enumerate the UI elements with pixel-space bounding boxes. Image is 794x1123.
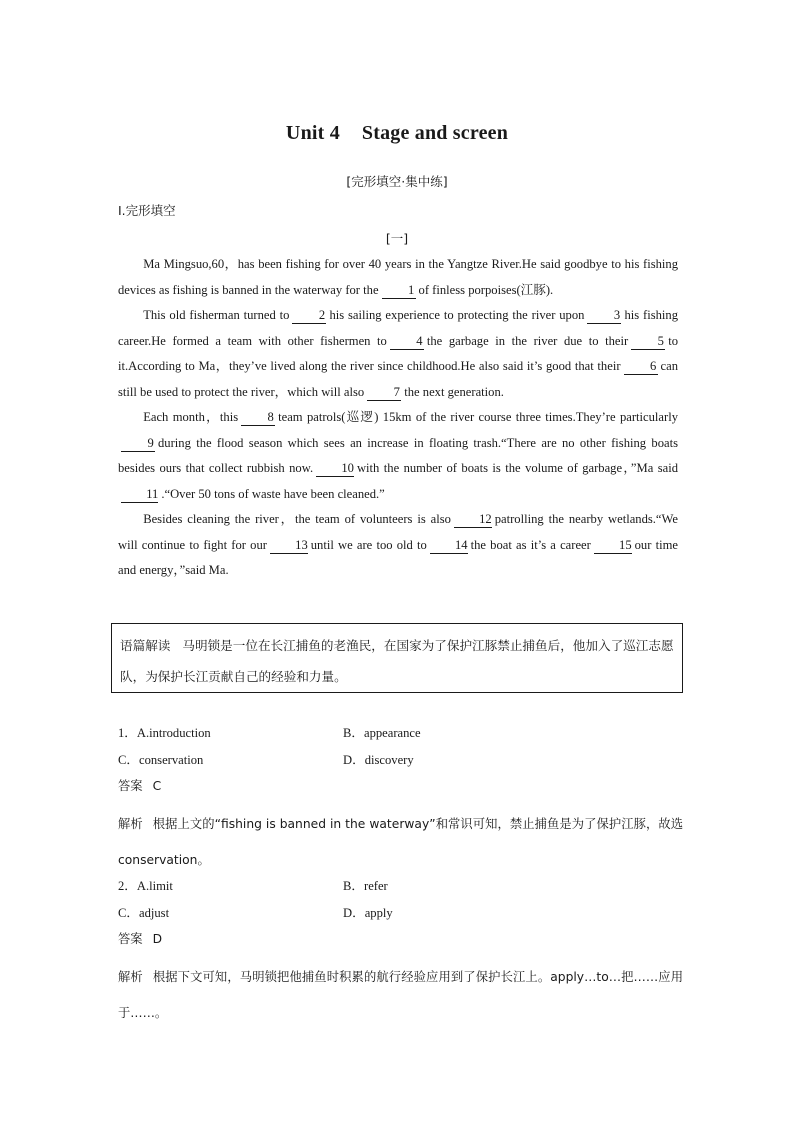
answer-value: D — [152, 932, 163, 946]
option-row — [118, 722, 683, 749]
option-b: B．appearance — [343, 726, 421, 740]
paragraph-3: Each month，this 8 team patrols(巡逻) 15km of the river course three times.They’re particularly9 during the flood season which sees an increase in floating trash.“There are no other fishing boats besides ours that collect rubbish now. 10 with the number of boats is the volume of garbage，”Ma said11 .“Over 50 tons of waste have been cleaned.” — [118, 410, 678, 501]
unit-number: Unit 4 — [285, 122, 340, 144]
blank-5: 5 — [631, 334, 665, 350]
answer-line — [118, 929, 683, 959]
blank-13: 13 — [270, 538, 308, 554]
cloze-passage — [118, 252, 678, 584]
explanation-label: 解析 — [118, 817, 143, 831]
unit-name: Stage and screen — [361, 122, 509, 144]
option-row — [118, 902, 683, 929]
option-d: D．apply — [343, 906, 393, 920]
explanation-label: 解析 — [118, 970, 143, 984]
exercise-type-label: [完形填空·集中练] — [346, 174, 448, 189]
blank-11: 11 — [121, 487, 158, 503]
blank-2: 2 — [292, 308, 326, 324]
blank-3: 3 — [587, 308, 621, 324]
answer-line — [118, 776, 683, 806]
paragraph-1: Ma Mingsuo,60，has been fishing for over 40 years in the Yangtze River.He said goodbye to his fishing devices as fishing is banned in the waterway for the 1 of finless porpoises(江豚). — [118, 257, 678, 297]
option-d: D．discovery — [343, 753, 414, 767]
option-b: B．refer — [343, 879, 388, 893]
option-row — [118, 875, 683, 902]
explanation — [118, 959, 683, 1031]
option-c: C．adjust — [118, 906, 170, 920]
blank-12: 12 — [454, 512, 492, 528]
blank-6: 6 — [624, 359, 658, 375]
question-2 — [118, 875, 683, 1031]
paragraph-4: Besides cleaning the river，the team of volunteers is also 12 patrolling the nearby wetlands.“We will continue to fight for our 13 until we are too old to 14 the boat as it’s a career 15 our time and energy，”said Ma. — [118, 512, 678, 577]
blank-8: 8 — [241, 410, 275, 426]
answer-label: 答案 — [118, 932, 143, 946]
blank-14: 14 — [430, 538, 468, 554]
blank-4: 4 — [390, 334, 424, 350]
passage-summary-box — [111, 623, 683, 693]
option-a: 2．A.limit — [118, 879, 173, 893]
explanation-text: 根据下文可知，马明锁把他捕鱼时积累的航行经验应用到了保护长江上。apply…to…把……应用于……。 — [118, 970, 683, 1020]
blank-7: 7 — [367, 385, 401, 401]
passage-number: [一] — [385, 231, 409, 246]
blank-1: 1 — [382, 283, 416, 299]
blank-10: 10 — [316, 461, 354, 477]
option-a: 1．A.introduction — [118, 726, 211, 740]
paragraph-2: This old fisherman turned to 2 his sailing experience to protecting the river upon 3 his fishing career.He formed a team with other fishermen to 4 the garbage in the river due to their 5 to it.According to Ma，they’ve lived along the river since childhood.He also said it’s good that their 6 can still be used to protect the river，which will also 7 the next generation. — [118, 308, 678, 399]
answer-value: C — [152, 779, 162, 793]
answer-label: 答案 — [118, 779, 143, 793]
page-title — [0, 122, 794, 145]
option-row — [118, 749, 683, 776]
explanation — [118, 806, 683, 878]
summary-text: 马明锁是一位在长江捕鱼的老渔民，在国家为了保护江豚禁止捕鱼后，他加入了巡江志愿队，为保护长江贡献自己的经验和力量。 — [120, 638, 674, 684]
section-heading: Ⅰ.完形填空 — [118, 203, 176, 218]
explanation-text: 根据上文的“fishing is banned in the waterway”和常识可知，禁止捕鱼是为了保护江豚，故选conservation。 — [118, 817, 683, 867]
blank-15: 15 — [594, 538, 632, 554]
blank-9: 9 — [121, 436, 155, 452]
option-c: C．conservation — [118, 753, 204, 767]
summary-label: 语篇解读 — [120, 638, 171, 653]
question-1 — [118, 722, 683, 878]
